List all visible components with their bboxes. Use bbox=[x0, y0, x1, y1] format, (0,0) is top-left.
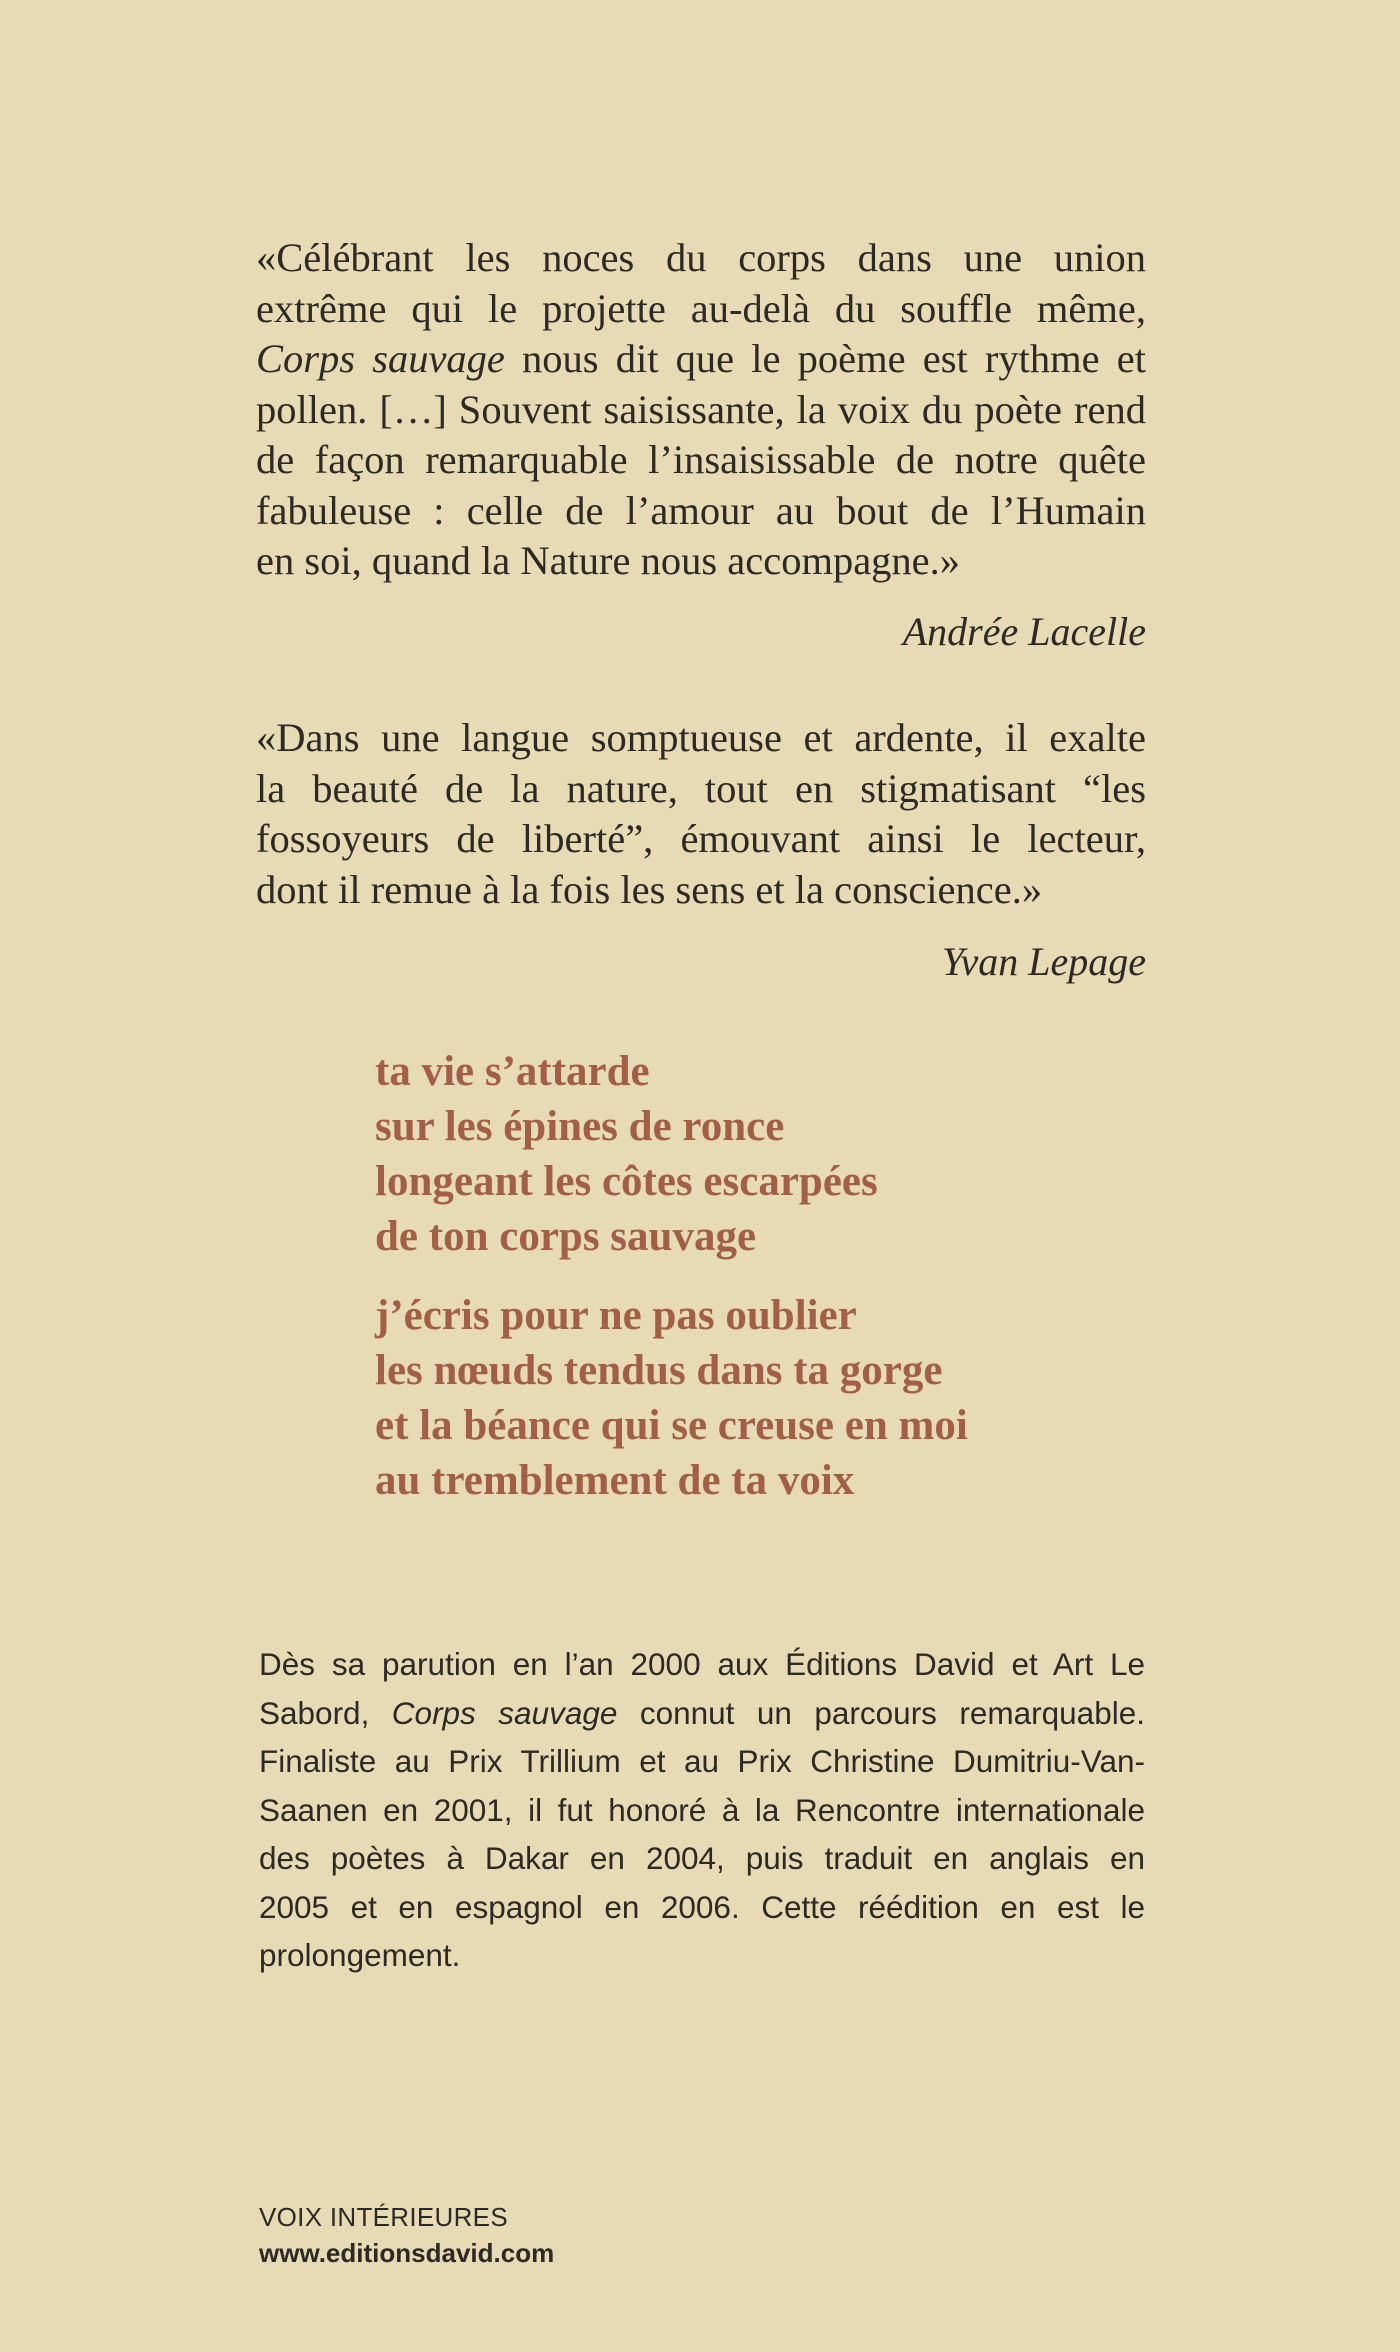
quote-line: en soi, quand la Nature nous accompagne.» bbox=[256, 538, 961, 583]
poem-verse: ta vie s’attarde bbox=[375, 1048, 650, 1095]
quote-line bbox=[256, 334, 1146, 385]
blurb-line: Dès sa parution en l’an 2000 aux Éditions David et Art Le bbox=[259, 1646, 1145, 1682]
quote-lacelle bbox=[256, 233, 1146, 587]
poem-stanza-2 bbox=[375, 1288, 968, 1508]
quote-line: extrême qui le projette au-delà du souffle même, bbox=[256, 285, 1146, 331]
blurb-line: Saanen en 2001, il fut honoré à la Rencontre internationale bbox=[259, 1791, 1145, 1828]
quote-line: «Dans une langue somptueuse et ardente, il exalte bbox=[256, 715, 1146, 760]
blurb-line: prolongement. bbox=[259, 1937, 461, 1973]
publisher-website: www.editionsdavid.com bbox=[259, 2238, 555, 2268]
blurb-line-start: Sabord, bbox=[259, 1694, 370, 1731]
quote-line: fabuleuse : celle de l’amour au bout de l’Humain bbox=[256, 487, 1146, 533]
poem-verse: au tremblement de ta voix bbox=[375, 1457, 855, 1504]
quote-line: la beauté de la nature, tout en stigmatisant “les bbox=[256, 765, 1146, 811]
quote-lepage bbox=[256, 713, 1146, 915]
poem-verse: sur les épines de ronce bbox=[375, 1103, 785, 1150]
quote-line: «Célébrant les noces du corps dans une union bbox=[256, 235, 1146, 280]
book-title: Corps sauvage bbox=[256, 336, 505, 381]
book-title: Corps sauvage bbox=[391, 1694, 618, 1731]
blurb-line-rest: connut un parcours remarquable. bbox=[639, 1694, 1145, 1731]
blurb-line: des poètes à Dakar en 2004, puis traduit en anglais en bbox=[259, 1840, 1145, 1876]
poem-verse: et la béance qui se creuse en moi bbox=[375, 1402, 968, 1449]
publisher-footer bbox=[259, 2199, 554, 2271]
quote-author: Andrée Lacelle bbox=[902, 609, 1146, 654]
quote-author: Yvan Lepage bbox=[941, 939, 1146, 984]
blurb-line: 2005 et en espagnol en 2006. Cette réédition en est le bbox=[259, 1888, 1145, 1925]
quote-line: pollen. […] Souvent saisissante, la voix du poète rend bbox=[256, 386, 1146, 432]
poem-verse: de ton corps sauvage bbox=[375, 1213, 757, 1260]
blurb-line: Finaliste au Prix Trillium et au Prix Christine Dumitriu-Van- bbox=[259, 1743, 1145, 1779]
quote-line-rest: nous dit que le poème est rythme et bbox=[504, 336, 1146, 381]
poem-verse: longeant les côtes escarpées bbox=[375, 1158, 878, 1205]
publication-blurb bbox=[259, 1640, 1145, 1980]
quote-line: dont il remue à la fois les sens et la conscience.» bbox=[256, 866, 1043, 912]
quote-line: fossoyeurs de liberté”, émouvant ainsi le lecteur, bbox=[256, 816, 1146, 861]
poem-verse: les nœuds tendus dans ta gorge bbox=[375, 1347, 943, 1394]
collection-name: VOIX INTÉRIEURES bbox=[259, 2202, 508, 2232]
quote-line: de façon remarquable l’insaisissable de notre quête bbox=[256, 437, 1146, 482]
blurb-line bbox=[259, 1689, 1145, 1738]
poem-verse: j’écris pour ne pas oublier bbox=[375, 1292, 857, 1339]
poem-stanza-1 bbox=[375, 1044, 878, 1264]
